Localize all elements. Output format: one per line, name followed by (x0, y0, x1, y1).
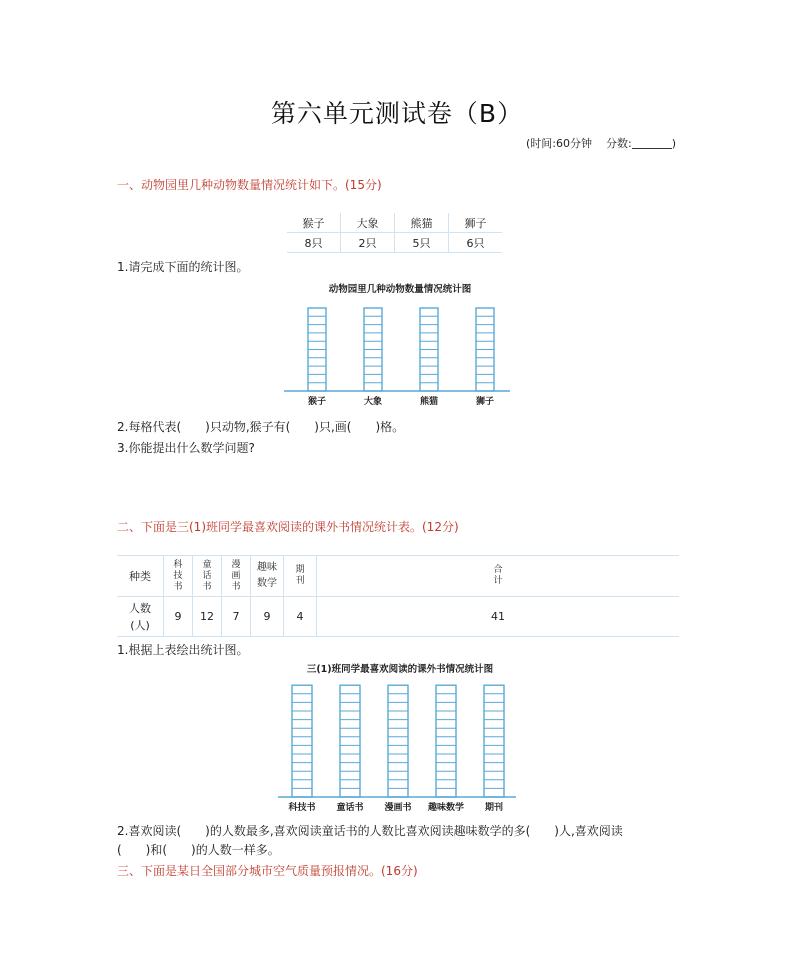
bar-column (436, 685, 456, 797)
table-cell: 9 (164, 597, 193, 637)
table-cell: 7 (222, 597, 251, 637)
section2-q2-line2: ( )和( )的人数一样多。 (117, 843, 280, 857)
section2-q1: 1.根据上表绘出统计图。 (117, 643, 249, 657)
page-title: 第六单元测试卷（B） (270, 99, 524, 128)
table-header: 狮子 (449, 213, 503, 233)
meta-close: ) (671, 137, 676, 150)
x-tick-label: 熊猫 (419, 397, 439, 407)
table-cell: 8只 (287, 233, 341, 253)
table-cell: 4 (284, 597, 317, 637)
table-row (287, 213, 502, 233)
table-cell: 6只 (449, 233, 503, 253)
table-header: 熊猫 (395, 213, 449, 233)
table-header: 猴子 (287, 213, 341, 233)
bar-column (420, 308, 438, 391)
table-cell: 9 (251, 597, 284, 637)
bar-column (292, 685, 312, 797)
table-header: 漫 画 书 (222, 556, 251, 597)
table-header: 童 话 书 (193, 556, 222, 597)
table-cell: 41 (317, 597, 680, 637)
bar-column (364, 308, 382, 391)
table-cell: 12 (193, 597, 222, 637)
section1-q2: 2.每格代表( )只动物,猴子有( )只,画( )格。 (117, 420, 405, 434)
x-tick-label: 期刊 (484, 803, 504, 813)
x-tick-label: 猴子 (307, 397, 327, 407)
table-header: 期 刊 (284, 556, 317, 597)
book-table (117, 555, 679, 637)
section2-q2-line1: 2.喜欢阅读( )的人数最多,喜欢阅读童话书的人数比喜欢阅读趣味数学的多( )人,喜欢阅读 (117, 824, 623, 838)
table-header: 大象 (341, 213, 395, 233)
table-header: 科 技 书 (164, 556, 193, 597)
bar-column (340, 685, 360, 797)
bar-column (388, 685, 408, 797)
chart1-grid (280, 300, 520, 412)
score-blank (632, 138, 672, 149)
time-score-line (526, 135, 676, 151)
x-tick-label: 童话书 (336, 803, 364, 813)
x-tick-label: 狮子 (475, 397, 495, 407)
section1-q1: 1.请完成下面的统计图。 (117, 260, 249, 274)
table-header: 种类 (117, 556, 164, 597)
x-tick-label: 大象 (363, 397, 383, 407)
table-cell: 人数 (人) (117, 597, 164, 637)
section1-q3: 3.你能提出什么数学问题? (117, 441, 255, 455)
chart1-title: 动物园里几种动物数量情况统计图 (328, 284, 472, 295)
section1-heading: 一、动物园里几种动物数量情况统计如下。(15分) (117, 178, 382, 192)
table-header: 合 计 (317, 556, 680, 597)
table-cell: 2只 (341, 233, 395, 253)
table-header: 趣味 数学 (251, 556, 284, 597)
table-row (117, 556, 679, 597)
x-tick-label: 漫画书 (384, 803, 412, 813)
table-row (117, 597, 679, 637)
table-row (287, 233, 502, 253)
section2-heading: 二、下面是三(1)班同学最喜欢阅读的课外书情况统计表。(12分) (117, 520, 459, 534)
x-tick-label: 趣味数学 (427, 803, 465, 813)
score-label: 分数: (605, 137, 632, 150)
table-cell: 5只 (395, 233, 449, 253)
bar-column (308, 308, 326, 391)
bar-column (484, 685, 504, 797)
animal-table (287, 213, 502, 253)
chart2-title: 三(1)班同学最喜欢阅读的课外书情况统计图 (306, 664, 494, 675)
bar-column (476, 308, 494, 391)
time-limit: (时间:60分钟 (525, 137, 592, 150)
section3-heading: 三、下面是某日全国部分城市空气质量预报情况。(16分) (117, 864, 418, 878)
x-tick-label: 科技书 (288, 803, 316, 813)
chart2-grid (270, 680, 530, 816)
